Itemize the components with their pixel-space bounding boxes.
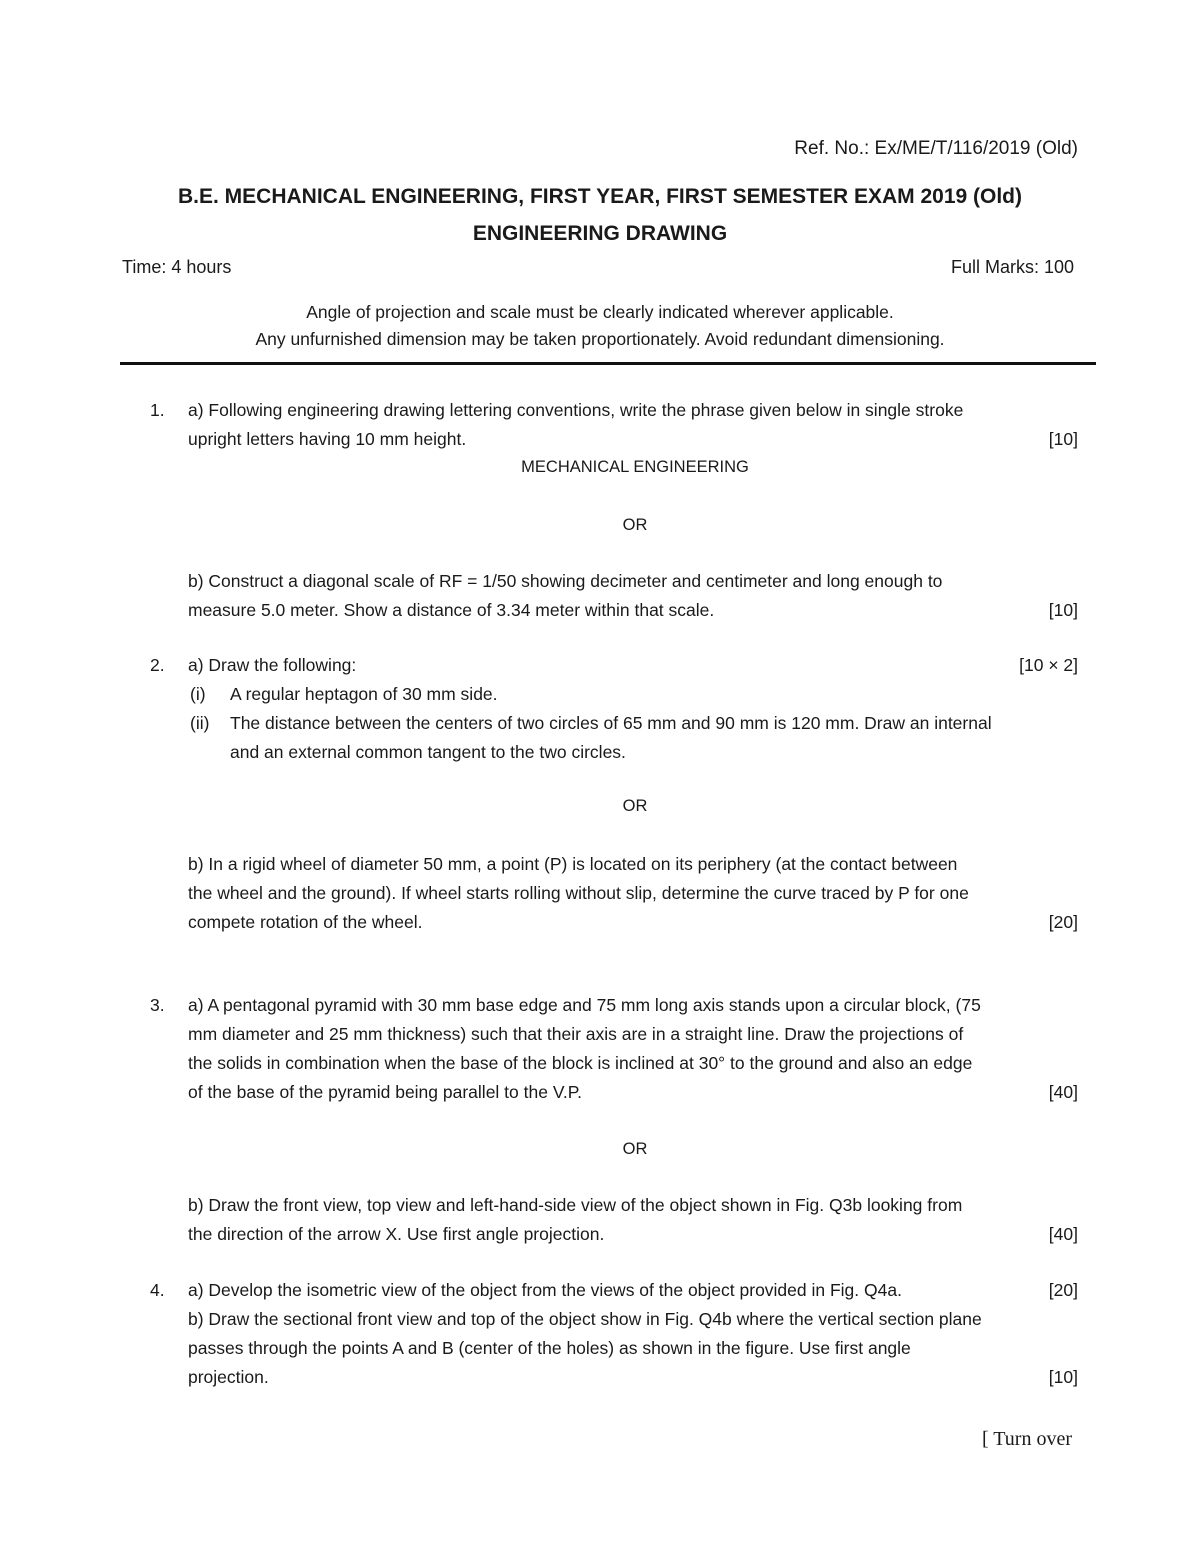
question-1a-line-2: upright letters having 10 mm height.: [188, 429, 467, 449]
question-4-number: 4.: [150, 1280, 165, 1300]
exam-title: B.E. MECHANICAL ENGINEERING, FIRST YEAR, FIRST SEMESTER EXAM 2019 (Old): [178, 185, 1022, 208]
question-2a-ii-line-1: The distance between the centers of two circles of 65 mm and 90 mm is 120 mm. Draw an internal: [230, 713, 992, 733]
question-2b-line-2: the wheel and the ground). If wheel starts rolling without slip, determine the curve traced by P for one: [188, 883, 969, 903]
question-4a-marks: [20]: [1048, 1280, 1078, 1300]
question-4a-line-1: a) Develop the isometric view of the object from the views of the object provided in Fig. Q4a.: [188, 1280, 902, 1300]
question-1a-line-1: a) Following engineering drawing lettering conventions, write the phrase given below in single stroke: [188, 400, 964, 420]
reference-number: Ref. No.: Ex/ME/T/116/2019 (Old): [794, 138, 1078, 159]
question-1b-line-1: b) Construct a diagonal scale of RF = 1/50 showing decimeter and centimeter and long enough to: [188, 571, 943, 591]
instruction-line-1: Angle of projection and scale must be clearly indicated wherever applicable.: [306, 302, 894, 322]
question-3a-line-3: the solids in combination when the base of the block is inclined at 30° to the ground and also an edge: [188, 1053, 973, 1073]
instruction-line-2: Any unfurnished dimension may be taken proportionately. Avoid redundant dimensioning.: [255, 329, 945, 349]
question-3a-line-1: a) A pentagonal pyramid with 30 mm base edge and 75 mm long axis stands upon a circular block, (75: [188, 995, 981, 1015]
question-3-or: OR: [622, 1140, 648, 1158]
question-1b-line-2: measure 5.0 meter. Show a distance of 3.34 meter within that scale.: [188, 600, 715, 620]
question-4b-line-3: projection.: [188, 1367, 269, 1387]
question-1b-marks: [10]: [1048, 600, 1078, 620]
question-3-number: 3.: [150, 995, 165, 1015]
question-2a-ii-label: (ii): [190, 713, 210, 733]
question-3a-line-2: mm diameter and 25 mm thickness) such that their axis are in a straight line. Draw the projections of: [188, 1024, 964, 1044]
question-2-or: OR: [622, 797, 648, 815]
question-2-number: 2.: [150, 655, 165, 675]
question-3b-line-1: b) Draw the front view, top view and left-hand-side view of the object shown in Fig. Q3b looking from: [188, 1195, 963, 1215]
question-4b-line-2: passes through the points A and B (center of the holes) as shown in the figure. Use first angle: [188, 1338, 911, 1358]
question-3a-line-4: of the base of the pyramid being parallel to the V.P.: [188, 1082, 583, 1102]
header-divider: [120, 362, 1096, 365]
full-marks: Full Marks: 100: [950, 257, 1074, 277]
question-3b-line-2: the direction of the arrow X. Use first angle projection.: [188, 1224, 605, 1244]
question-2a-line-1: a) Draw the following:: [188, 655, 357, 675]
question-1a-marks: [10]: [1048, 429, 1078, 449]
question-2b-marks: [20]: [1048, 912, 1078, 932]
time-allowed: Time: 4 hours: [122, 257, 232, 277]
question-4b-line-1: b) Draw the sectional front view and top of the object show in Fig. Q4b where the vertical section plane: [188, 1309, 982, 1329]
question-3a-marks: [40]: [1048, 1082, 1078, 1102]
question-3b-marks: [40]: [1048, 1224, 1078, 1244]
question-1-or: OR: [622, 516, 648, 534]
turn-over-note: [ Turn over: [981, 1428, 1072, 1450]
question-2a-i-label: (i): [190, 684, 206, 704]
subject-title: ENGINEERING DRAWING: [472, 222, 728, 245]
question-4b-marks: [10]: [1048, 1367, 1078, 1387]
question-2a-ii-line-2: and an external common tangent to the two circles.: [230, 742, 626, 762]
question-2a-i-text: A regular heptagon of 30 mm side.: [230, 684, 498, 704]
question-2b-line-1: b) In a rigid wheel of diameter 50 mm, a point (P) is located on its periphery (at the contact between: [188, 854, 958, 874]
question-2a-marks: [10 × 2]: [1019, 655, 1078, 675]
lettering-phrase: MECHANICAL ENGINEERING: [521, 458, 749, 476]
question-1-number: 1.: [150, 400, 165, 420]
question-2b-line-3: compete rotation of the wheel.: [188, 912, 423, 932]
